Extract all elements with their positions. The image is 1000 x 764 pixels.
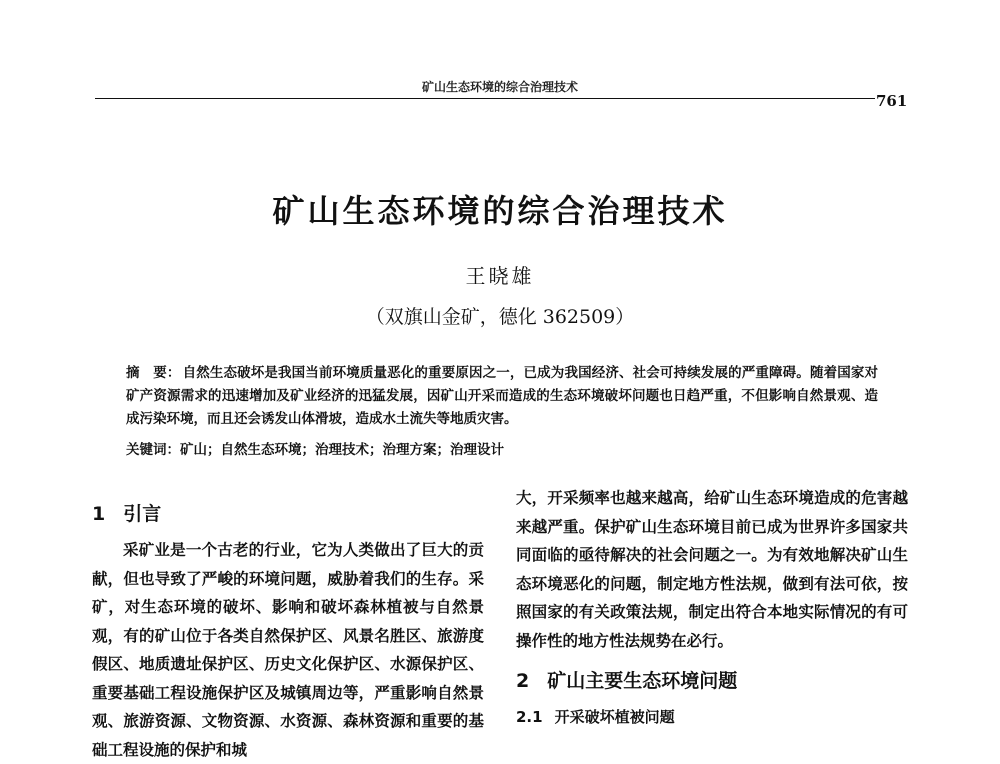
section-heading	[92, 496, 484, 532]
page-number: 761	[876, 92, 908, 110]
abstract-text: 自然生态破坏是我国当前环境质量恶化的重要原因之一，已成为我国经济、社会可持续发展的严重障碍。随着国家对矿产资源需求的迅速增加及矿业经济的迅猛发展，因矿山开采而造成的生态环境破坏问题也日趋严重，不但影响自然景观、造成污染环境，而且还会诱发山体滑坡，造成水土流失等地质灾害。	[126, 365, 879, 427]
section-title: 矿山主要生态环境问题	[547, 670, 738, 692]
body-paragraph-continued: 大，开采频率也越来越高，给矿山生态环境造成的危害越来越严重。保护矿山生态环境目前已成为世界许多国家共同面临的亟待解决的社会问题之一。为有效地解决矿山生态环境恶化的问题，制定地方性法规，做到有法可依，按照国家的有关政策法规，制定出符合本地实际情况的有可操作性的地方性法规势在必行。	[516, 488, 908, 650]
left-column	[92, 496, 484, 764]
body-paragraph: 采矿业是一个古老的行业，它为人类做出了巨大的贡献，但也导致了严峻的环境问题，威胁着我们的生存。采矿，对生态环境的破坏、影响和破坏森林植被与自然景观，有的矿山位于各类自然保护区、风景名胜区、旅游度假区、地质遗址保护区、历史文化保护区、水源保护区、重要基础工程设施保护区及城镇周边等，严重影响自然景观、旅游资源、文物资源、水资源、森林资源和重要的基础工程设施的保护和城	[92, 540, 484, 759]
paper-affiliation: （双旗山金矿，德化 362509）	[365, 306, 635, 328]
section-number: 2	[516, 670, 530, 692]
paper-author: 王晓雄	[465, 264, 535, 288]
subsection-number: 2.1	[516, 708, 543, 726]
header-rule	[95, 98, 875, 99]
subsection-heading	[516, 703, 908, 731]
section-heading	[516, 663, 908, 699]
running-title: 矿山生态环境的综合治理技术	[421, 80, 578, 94]
subsection-title: 开采破坏植被问题	[554, 708, 675, 726]
paper-title: 矿山生态环境的综合治理技术	[272, 192, 728, 230]
section-title: 引言	[123, 503, 162, 525]
abstract-label: 摘 要：	[126, 365, 181, 381]
keywords	[126, 439, 878, 462]
right-column	[516, 484, 908, 731]
section-number: 1	[92, 503, 106, 525]
abstract	[126, 362, 878, 431]
keywords-label: 关键词：	[126, 442, 180, 458]
keywords-text: 矿山；自然生态环境；治理技术；治理方案；治理设计	[180, 442, 504, 458]
